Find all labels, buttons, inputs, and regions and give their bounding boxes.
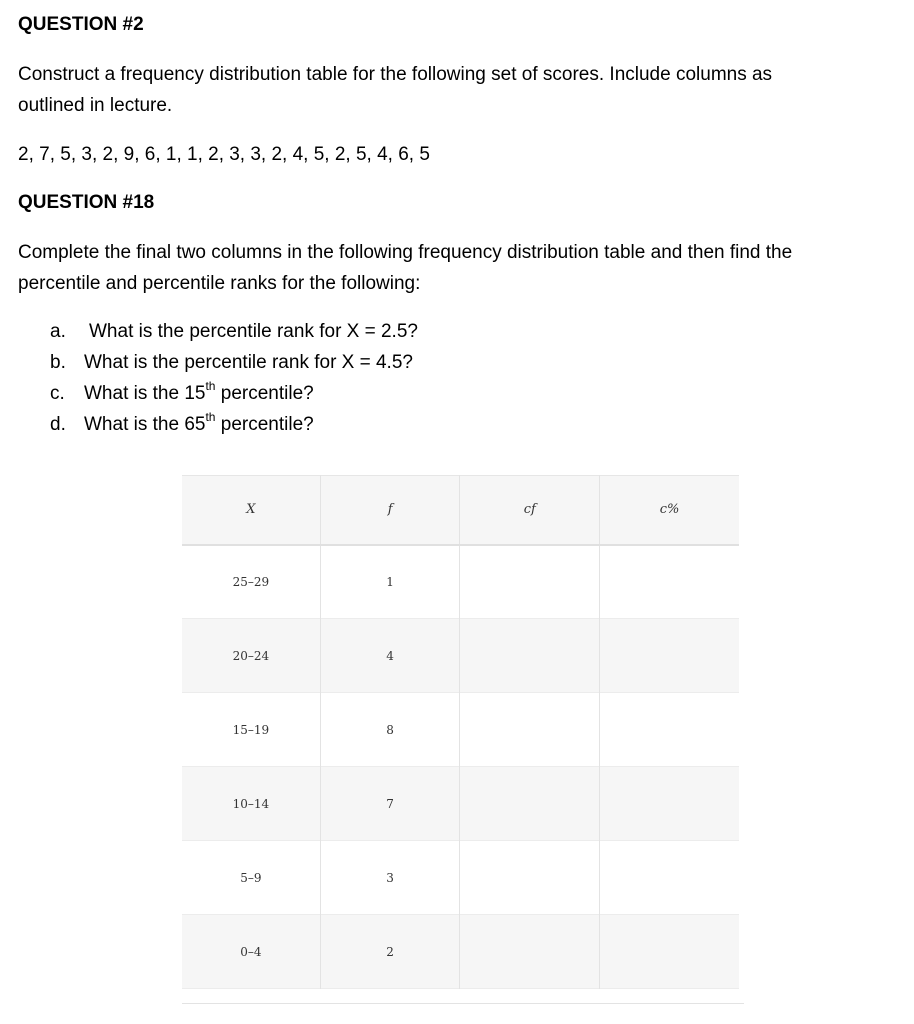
column-header-c-percent: c%	[659, 502, 680, 518]
list-item-text	[84, 378, 314, 409]
cell-c-percent	[600, 915, 739, 989]
question-2-instructions	[18, 59, 888, 121]
table-header-row	[182, 476, 739, 545]
cell-x: 5–9	[182, 841, 320, 915]
cell-c-percent	[600, 767, 739, 841]
table-row	[182, 693, 739, 767]
list-item-text: What is the percentile rank for X = 4.5?	[84, 352, 413, 373]
list-item-text-before: What is the 15	[84, 383, 206, 404]
ordinal-suffix: th	[205, 378, 216, 393]
cell-c-percent	[600, 619, 739, 693]
list-marker: d.	[50, 414, 66, 435]
question-2-instruction-line-2: outlined in lecture.	[18, 95, 173, 116]
list-item-d	[50, 409, 418, 440]
question-18-instruction-line-1: Complete the final two columns in the following frequency distribution table and then find the	[18, 242, 793, 263]
column-header-x: X	[182, 476, 320, 545]
column-header-f: f	[320, 476, 460, 545]
cell-cf	[460, 545, 600, 619]
cell-f: 3	[320, 841, 460, 915]
list-item-text-after: percentile?	[215, 414, 314, 435]
table-row	[182, 545, 739, 619]
cell-cf	[460, 915, 600, 989]
question-2-instruction-line-1: Construct a frequency distribution table for the following set of scores. Include columns as	[18, 64, 773, 85]
list-item-text-after: percentile?	[215, 383, 314, 404]
cell-x: 25–29	[182, 545, 320, 619]
question-2-heading: QUESTION #2	[18, 14, 144, 35]
table-bottom-divider	[182, 1003, 744, 1004]
cell-cf	[460, 619, 600, 693]
cell-c-percent	[600, 545, 739, 619]
cell-f: 4	[320, 619, 460, 693]
list-marker: c.	[50, 383, 65, 404]
table-row	[182, 767, 739, 841]
table-row	[182, 841, 739, 915]
cell-cf	[460, 693, 600, 767]
cell-x: 15–19	[182, 693, 320, 767]
cell-x: 20–24	[182, 619, 320, 693]
score-set: 2, 7, 5, 3, 2, 9, 6, 1, 1, 2, 3, 3, 2, 4, 5, 2, 5, 4, 6, 5	[18, 144, 430, 165]
cell-f: 7	[320, 767, 460, 841]
cell-cf	[460, 767, 600, 841]
frequency-distribution-table	[182, 475, 739, 989]
cell-cf	[460, 841, 600, 915]
list-marker: a.	[50, 321, 66, 342]
table-row	[182, 915, 739, 989]
list-item-text: What is the percentile rank for X = 2.5?	[89, 321, 418, 342]
cell-c-percent	[600, 693, 739, 767]
question-18-instruction-line-2: percentile and percentile ranks for the following:	[18, 273, 421, 294]
list-item-text-before: What is the 65	[84, 414, 206, 435]
ordinal-suffix: th	[205, 409, 216, 424]
cell-f: 8	[320, 693, 460, 767]
list-item-text	[84, 409, 314, 440]
list-item-b	[50, 347, 418, 378]
cell-x: 0–4	[182, 915, 320, 989]
cell-f: 1	[320, 545, 460, 619]
cell-x: 10–14	[182, 767, 320, 841]
list-item-a	[50, 316, 418, 347]
column-header-cf: cf	[460, 476, 600, 545]
list-item-c	[50, 378, 418, 409]
question-18-instructions	[18, 237, 888, 299]
table-row	[182, 619, 739, 693]
cell-c-percent	[600, 841, 739, 915]
list-marker: b.	[50, 352, 66, 373]
question-18-list	[50, 316, 418, 440]
cell-f: 2	[320, 915, 460, 989]
question-18-heading: QUESTION #18	[18, 192, 155, 213]
